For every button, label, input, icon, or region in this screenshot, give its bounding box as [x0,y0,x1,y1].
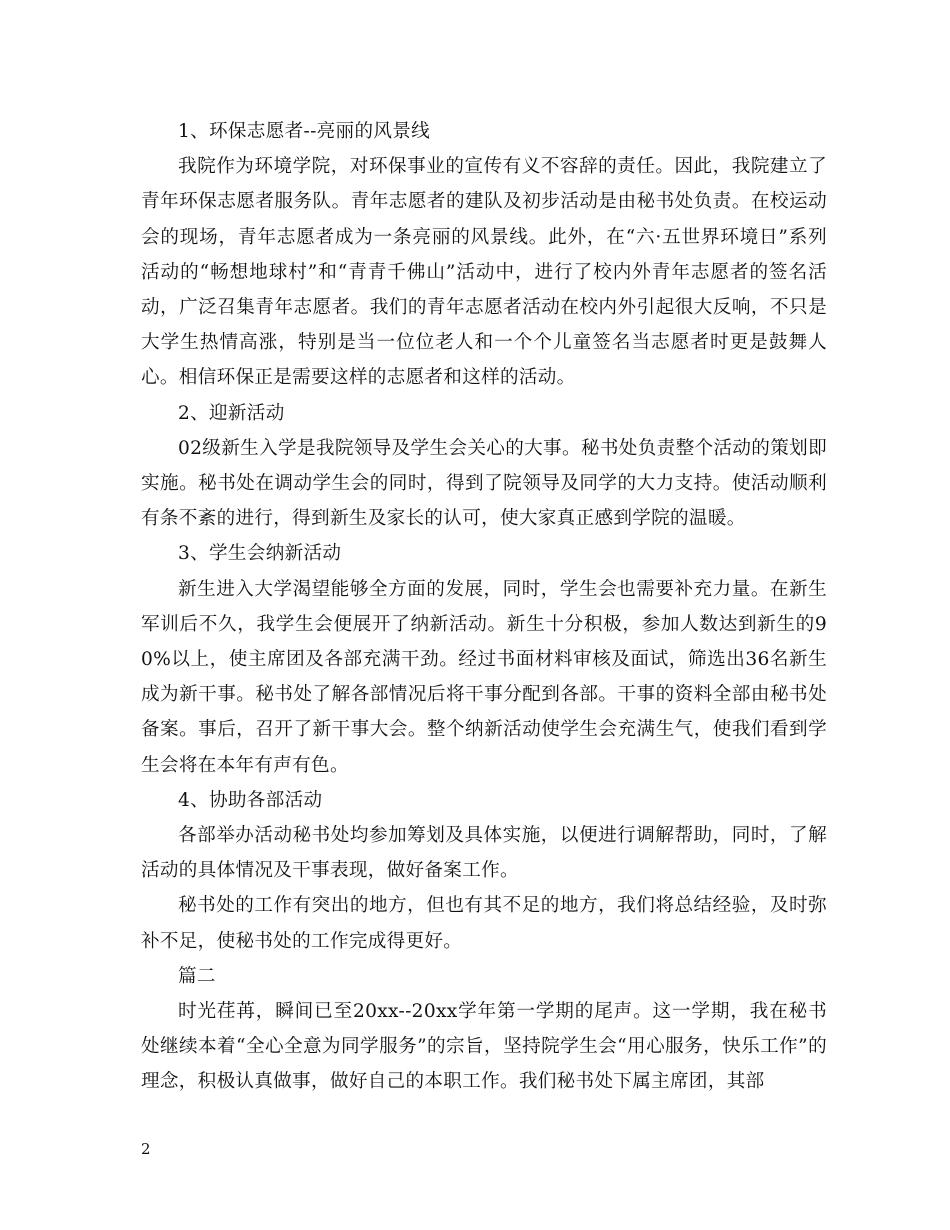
paragraph-environmental-volunteers: 我院作为环境学院，对环保事业的宣传有义不容辞的责任。因此，我院建立了青年环保志愿者服务队。青年志愿者的建队及初步活动是由秘书处负责。在校运动会的现场，青年志愿者成为一条亮丽的风景线。此外，在“六·五世界环境日”系列活动的“畅想地球村”和“青青千佛山”活动中，进行了校内外青年志愿者的签名活动，广泛召集青年志愿者。我们的青年志愿者活动在校内外引起很大反响，不只是大学生热情高涨，特别是当一位位老人和一个个儿童签名当志愿者时更是鼓舞人心。相信环保正是需要这样的志愿者和这样的活动。 [141,156,827,389]
paragraph-welcome-activity: 02级新生入学是我院领导及学生会关心的大事。秘书处负责整个活动的策划即实施。秘书处在调动学生会的同时，得到了院领导及同学的大力支持。使活动顺利有条不紊的进行，得到新生及家长的认可，使大家真正感到学院的温暖。 [141,437,827,530]
document-body [141,114,827,1100]
section-heading-assist-departments: 4、协助各部活动 [178,789,323,811]
paragraph-part-two-intro: 时光荏苒，瞬间已至20xx--20xx学年第一学期的尾声。这一学期，我在秘书处继续本着“全心全意为同学服务”的宗旨，坚持院学生会“用心服务，快乐工作”的理念，积极认真做事，做好自己的本职工作。我们秘书处下属主席团，其部 [141,1001,827,1093]
paragraph-recruitment: 新生进入大学渴望能够全方面的发展，同时，学生会也需要补充力量。在新生军训后不久，我学生会便展开了纳新活动。新生十分积极，参加人数达到新生的90%以上，使主席团及各部充满干劲。经过书面材料审核及面试，筛选出36名新生成为新干事。秘书处了解各部情况后将干事分配到各部。干事的资料全部由秘书处备案。事后，召开了新干事大会。整个纳新活动使学生会充满生气，使我们看到学生会将在本年有声有色。 [141,578,827,776]
section-heading-environmental-volunteers: 1、环保志愿者--亮丽的风景线 [178,121,431,142]
section-heading-recruitment: 3、学生会纳新活动 [178,543,342,565]
paragraph-summary: 秘书处的工作有突出的地方，但也有其不足的地方，我们将总结经验，及时弥补不足，使秘书处的工作完成得更好。 [141,895,827,952]
section-heading-welcome-activity: 2、迎新活动 [178,402,285,424]
page-number: 2 [141,1140,151,1158]
section-heading-part-two: 篇二 [178,965,216,987]
paragraph-assist-departments: 各部举办活动秘书处均参加筹划及具体实施，以便进行调解帮助，同时，了解活动的具体情况及干事表现，做好备案工作。 [141,825,827,882]
